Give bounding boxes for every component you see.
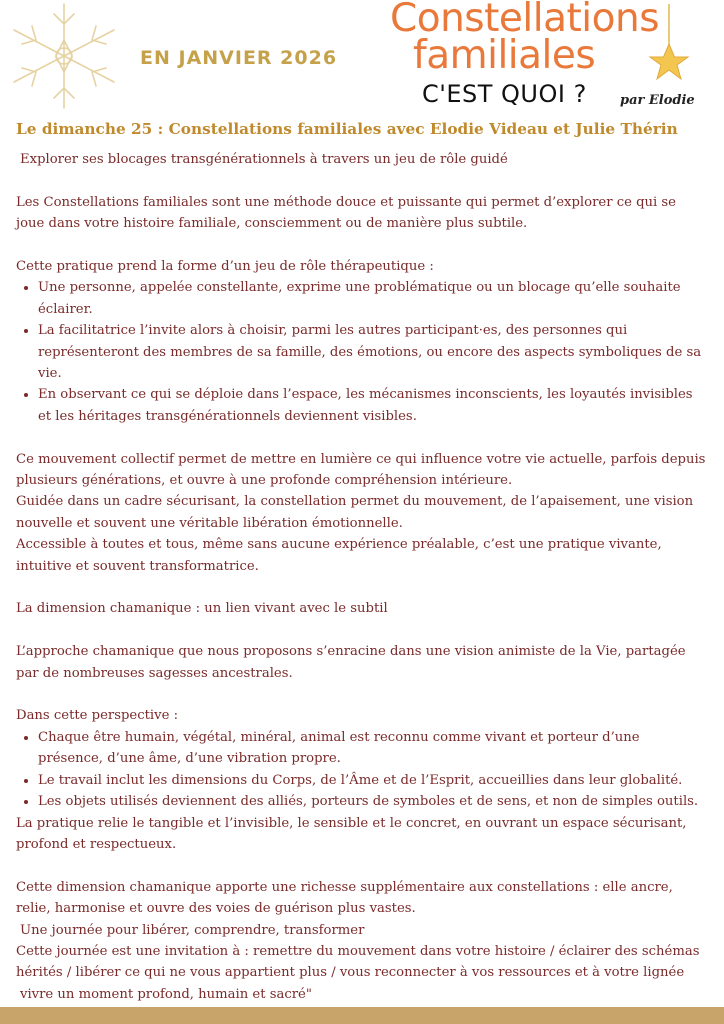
list-item: • Les objets utilisés deviennent des alliés, porteurs de symboles et de sens, et non de simples outils. (38, 791, 706, 812)
perspective-intro: Dans cette perspective : (16, 708, 179, 724)
shamanic-heading: La dimension chamanique : un lien vivant avec le subtil (16, 601, 388, 617)
bottom-bar (0, 1007, 724, 1024)
movement-line: Accessible à toutes et tous, même sans aucune expérience préalable, c’est une pratique vivante, intuitive et souvent transformatrice. (16, 537, 662, 574)
list-item: • Chaque être humain, végétal, minéral, animal est reconnu comme vivant et porteur d’une présence, d’une âme, d’une vibration propre. (38, 727, 706, 770)
shamanic-paragraph: L’approche chamanique que nous proposons s’enracine dans une vision animiste de la Vie, partagée par de nombreuses sagesses ancestrales. (16, 644, 686, 681)
snowflake-icon (4, 0, 124, 112)
title-line-1: Constellations (390, 0, 660, 41)
practice-list (16, 277, 706, 427)
main-content (16, 149, 706, 1005)
subtitle: C'EST QUOI ? (422, 80, 587, 108)
title-line-2: familiales (413, 33, 596, 78)
closing-line: vivre un moment profond, humain et sacré" (20, 986, 312, 1002)
closing-line: Une journée pour libérer, comprendre, transformer (20, 922, 365, 938)
list-item: • Une personne, appelée constellante, exprime une problématique ou un blocage qu’elle souhaite éclairer. (38, 277, 706, 320)
byline: par Elodie (620, 93, 695, 108)
list-item: • Le travail inclut les dimensions du Corps, de l’Âme et de l’Esprit, accueillies dans leur globalité. (38, 770, 706, 791)
hanging-star-icon (644, 4, 694, 86)
list-item: • En observant ce qui se déploie dans l’espace, les mécanismes inconscients, les loyautés invisibles et les héritages transgénérationnels deviennent visibles. (38, 384, 706, 427)
movement-line: Guidée dans un cadre sécurisant, la constellation permet du mouvement, de l’apaisement, une vision nouvelle et souvent une véritable libération émotionnelle. (16, 494, 694, 531)
closing-line: Cette journée est une invitation à : remettre du mouvement dans votre histoire / éclairer des schémas hérités / libérer ce qui ne vous appartient plus / vous reconnecter à vos ressources et à votre lignée (16, 943, 700, 981)
practice-intro: Cette pratique prend la forme d’un jeu de rôle thérapeutique : (16, 259, 434, 274)
perspective-outro: La pratique relie le tangible et l’invisible, le sensible et le concret, en ouvrant un espace sécurisant, profond et respectueux. (16, 815, 687, 852)
intro-text: Explorer ses blocages transgénérationnels à travers un jeu de rôle guidé (20, 152, 508, 167)
paragraph-description: Les Constellations familiales sont une méthode douce et puissante qui permet d’explorer ce qui se joue dans votre histoire familiale, consciemment ou de manière plus subtile. (16, 194, 676, 232)
closing-line: Cette dimension chamanique apporte une richesse supplémentaire aux constellations : elle ancre, relie, harmonise et ouvre des voies de guérison plus vastes. (16, 879, 673, 917)
list-item: • La facilitatrice l’invite alors à choisir, parmi les autres participant·es, des personnes qui représenteront des membres de sa famille, des émotions, ou encore des aspects symboliques de sa vie. (38, 320, 706, 384)
event-month: EN JANVIER 2026 (140, 47, 338, 69)
perspective-list (16, 727, 706, 813)
event-title: Le dimanche 25 : Constellations familiales avec Elodie Videau et Julie Thérin (16, 120, 678, 138)
movement-line: Ce mouvement collectif permet de mettre en lumière ce qui influence votre vie actuelle, parfois depuis plusieurs générations, et ouvre à une profonde compréhension intérieure. (16, 451, 706, 489)
